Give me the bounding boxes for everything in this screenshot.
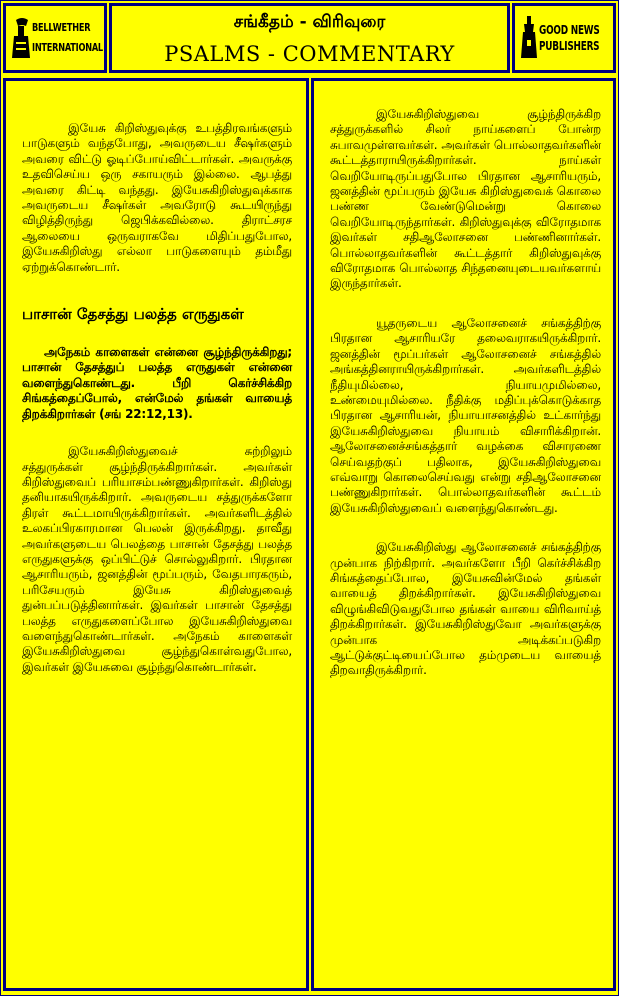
right-column (311, 78, 616, 991)
logo-left-line1: BELLWETHER (32, 22, 91, 34)
logo-right-line1: GOOD NEWS (539, 23, 600, 37)
right-paragraph-1: இயேசுகிறிஸ்துவை சூழ்ந்திருக்கிற சத்துருக்களில் சிலர் நாய்களைப் போன்ற சுபாவமுள்ளவர்கள். அவர்கள் பொல்லாதவர்களின் கூட்டத்தாராயிருக்கிறார்கள். நாய்கள் வெறியோடிருப்பதுபோல பிரதான ஆசாரியரும், ஜனத்தின் மூப்பரும் இயேசு கிறிஸ்துவைக் கொலை பண்ண வேண்டுமென்று கொலை வெறியோடிருந்தார்கள். கிறிஸ்துவுக்கு விரோதமாக இவர்கள் சதிஆலோசனை பண்ணினார்கள். பொல்லாதவர்களின் கூட்டத்தார் கிறிஸ்துவுக்கு விரோதமாக பொல்லாத சிந்தனையுடையவர்களாய் இருந்தார்கள். (330, 107, 601, 291)
bellwether-logo-box (3, 3, 107, 73)
ram-icon (10, 16, 32, 62)
right-paragraph-2: யூதருடைய ஆலோசனைச் சங்கத்திற்கு பிரதான ஆசாரியரே தலைவராகயிருக்கிறார். ஜனத்தின் மூப்பர்கள் ஆலோசனைச் சங்கத்தில் அங்கத்தினராயிருக்கிறார்கள். அவர்களிடத்தில் நீதியுமில்லை, நியாயமுமில்லை, உண்மையுமில்லை. நீதிக்கு மதிப்புக்கொடுக்காத பிரதான ஆசாரியன், நியாயாசனத்தில் உட்கார்ந்து இயேசுகிறிஸ்துவை நியாயம் விசாரிக்கிறான். ஆலோசனைச்சங்கத்தார் வழக்கை விசாரணை செய்வதற்குப் பதிலாக, இயேசுகிறிஸ்துவை எவ்வாறு கொலைசெய்வது என்று சதிஆலோசனை பண்ணுகிறார்கள். பொல்லாதவர்களின் கூட்டம் இயேசுகிறிஸ்துவைப் வளைந்துகொண்டது. (330, 315, 601, 515)
right-paragraph-3: இயேசுகிறிஸ்து ஆலோசனைச் சங்கத்திற்கு முன்பாக நிற்கிறார். அவர்களோ பீறி கெர்ச்சிக்கிற சிங்கத்தைப்போல, இயேசுவின்மேல் தங்கள் வாயைத் திறக்கிறார்கள். இயேசுகிறிஸ்துவை விழுங்கிவிடுவதுபோல தங்கள் வாயை விரிவாய்த் திறக்கிறார்கள். இயேசுகிறிஸ்துவோ அவர்களுக்கு முன்பாக அடிக்கப்படுகிற ஆட்டுக்குட்டியைப்போல தம்முடைய வாயைத் திறவாதிருக்கிறார். (330, 540, 601, 678)
good-news-logo-box (512, 3, 616, 73)
header (3, 3, 616, 73)
left-column (3, 78, 309, 991)
bellwether-logo (10, 14, 102, 64)
logo-left-line2: INTERNATIONAL (32, 42, 103, 54)
page-title-english: PSALMS - COMMENTARY (164, 42, 455, 66)
logo-right-line2: PUBLISHERS (539, 39, 600, 53)
tower-icon (519, 16, 539, 62)
section-heading: பாசான் தேசத்து பலத்த எருதுகள் (22, 305, 244, 324)
page-title-tamil: சங்கீதம் - விரிவுரை (233, 12, 386, 32)
left-paragraph-1: இயேசு கிறிஸ்துவுக்கு உபத்திரவங்களும் பாடுகளும் வந்தபோது, அவருடைய சீஷர்களும் அவரை விட்டு ஓடிப்போய்விட்டார்கள். அவருக்கு உதவிசெய்ய ஒரு சகாயரும் இல்லை. ஆபத்து அவரை கிட்டி வந்தது. இயேசுகிறிஸ்துவுக்காக அவருடைய சீஷர்கள் அவரோடு கூடயிருந்து விழித்திருந்து ஜெபிக்கவில்லை. திராட்சரச ஆலையை ஒருவராகவே மிதிப்பதுபோல, இயேசுகிறிஸ்து எல்லா பாடுகளையும் தம்மீது ஏற்றுக்கொண்டார். (22, 121, 292, 274)
good-news-logo (519, 14, 611, 64)
title-box (109, 3, 510, 73)
scripture-verse: அநேகம் காளைகள் என்னை சூழ்ந்திருக்கிறது; பாசான் தேசத்துப் பலத்த எருதுகள் என்னை வளைந்துகொண்டது. பீறி கெர்ச்சிக்கிற சிங்கத்தைப்போல், என்மேல் தங்கள் வாயைத் திறக்கிறார்கள் (சங் 22:12,13). (22, 345, 292, 421)
left-paragraph-2: இயேசுகிறிஸ்துவைச் சுற்றிலும் சத்துருக்கள் சூழ்ந்திருக்கிறார்கள். அவர்கள் கிறிஸ்துவைப் பரியாசம்பண்ணுகிறார்கள். கிறிஸ்து தனியாகயிருக்கிறார். அவருடைய சத்துருக்களோ திரள் கூட்டமாயிருக்கிறார்கள். அவர்களிடத்தில் உலகப்பிரகாரமான பெலன் இருக்கிறது. தாவீது அவர்களுடைய பெலத்தை பாசான் தேசத்து பலத்த எருதுகளுக்கு ஒப்பிட்டுச் சொல்லுகிறார். பிரதான ஆசாரியரும், ஜனத்தின் மூப்பரும், வேதபாரகரும், பரிசேயரும் இயேசு கிறிஸ்துவைத் துன்பப்படுத்தினார்கள். இவர்கள் பாசான் தேசத்து பலத்த எருதுகளைப்போல இயேசுகிறிஸ்துவை வளைந்துகொண்டார்கள். அநேகம் காளைகள் இயேசுகிறிஸ்துவை சூழ்ந்துகொள்வதுபோல, இவர்கள் இயேசுவை சூழ்ந்துகொண்டார்கள். (22, 444, 292, 674)
